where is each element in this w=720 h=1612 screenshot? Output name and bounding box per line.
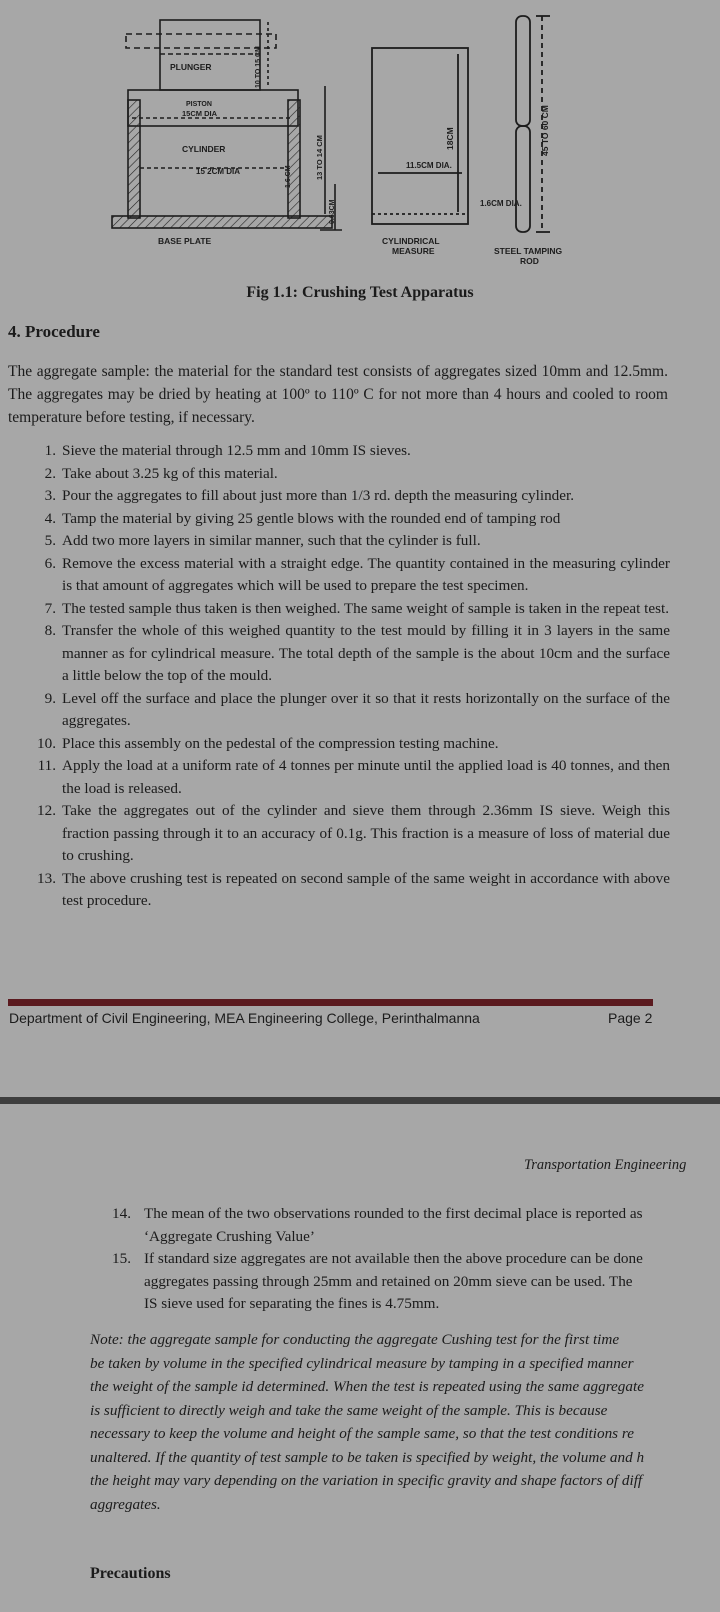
step-number: 10. — [37, 734, 56, 752]
note-line: Note: the aggregate sample for conducting the aggregate Cushing test for the first time — [90, 1331, 620, 1348]
wall-thickness-label: 1.6 CM — [285, 165, 292, 188]
list-item — [8, 800, 670, 868]
list-item — [8, 688, 670, 733]
step-text: Apply the load at a uniform rate of 4 tonnes per minute until the applied load is 40 tonnes, and then the load is released. — [62, 757, 670, 797]
measure-name-line1: CYLINDRICAL — [382, 236, 440, 246]
note-line: the weight of the sample id determined. When the test is repeated using the same aggregate — [90, 1378, 644, 1395]
step-text: Pour the aggregates to fill about just more than 1/3 rd. depth the measuring cylinder. — [62, 487, 575, 504]
step-text: Take the aggregates out of the cylinder and sieve them through 2.36mm IS sieve. Weigh this fraction passing through it to an accuracy of 0.1g. This fraction is a measure of loss of material due to crushing. — [62, 802, 670, 864]
procedure-heading: 4. Procedure — [8, 322, 100, 341]
step-number: 4. — [44, 509, 56, 527]
procedure-steps-list — [8, 440, 670, 913]
step-text: The above crushing test is repeated on second sample of the same weight in accordance with above test procedure. — [62, 869, 670, 909]
list-item — [8, 508, 670, 531]
rod-name-line1: STEEL TAMPING — [494, 246, 563, 256]
piston-label: PISTON — [186, 101, 212, 108]
base-thickness-label: 0.63CM — [329, 199, 336, 224]
step-text: The tested sample thus taken is then weighed. The same weight of sample is taken in the repeat test. — [62, 599, 670, 617]
footer-department: Department of Civil Engineering, MEA Engineering College, Perinthalmanna — [9, 1010, 480, 1026]
footer-page-number: Page 2 — [608, 1010, 653, 1026]
step-text-line: ‘Aggregate Crushing Value’ — [144, 1227, 315, 1245]
step-number: 14. — [112, 1205, 131, 1222]
note-line: unaltered. If the quantity of test sample to be taken is specified by weight, the volume and h — [90, 1448, 645, 1466]
step-text: Place this assembly on the pedestal of the compression testing machine. — [62, 734, 499, 752]
step-number: 13. — [37, 869, 56, 887]
footer-rule — [8, 999, 653, 1006]
step-text: Take about 3.25 kg of this material. — [62, 464, 278, 482]
note-line: is sufficient to directly weigh and take the same weight of the sample. This is because — [90, 1401, 608, 1419]
step-text: Remove the excess material with a straight edge. The quantity contained in the measuring cylinder is that amount of aggregates which will be used to prepare the test specimen. — [62, 554, 670, 594]
step-number: 7. — [44, 599, 56, 617]
step-text: Add two more layers in similar manner, such that the cylinder is full. — [62, 532, 481, 549]
measure-height-label: 18CM — [445, 127, 455, 150]
list-item — [8, 530, 670, 553]
rod-dia-label: 1.6CM DIA. — [480, 199, 522, 208]
procedure-intro: The aggregate sample: the material for the standard test consists of aggregates sized 10mm and 12.5mm. The aggregates may be dried by heating at 100º to 110º C for not more than 4 hours and cooled to room temperature before testing, if necessary. — [8, 363, 668, 426]
base-plate-label: BASE PLATE — [158, 236, 212, 246]
piston-dia-label: 15CM DIA — [182, 109, 218, 118]
cylinder-dia-label: 15 2CM DIA — [196, 167, 241, 176]
list-item — [8, 463, 670, 486]
list-item — [8, 440, 670, 463]
note-line: necessary to keep the volume and height of the sample same, so that the test conditions re — [90, 1425, 634, 1442]
step-number: 9. — [44, 689, 56, 707]
step-text: Sieve the material through 12.5 mm and 10mm IS sieves. — [62, 442, 411, 459]
measure-dia-label: 11.5CM DIA. — [406, 161, 452, 170]
crushing-test-apparatus-figure — [110, 8, 610, 276]
rod-length-label: 45 TO 60 CM — [540, 105, 550, 156]
plunger-dim-label: 10 TO 15 CM — [255, 46, 262, 88]
step-text: Transfer the whole of this weighed quantity to the test mould by filling it in 3 layers in the same manner as for cylindrical measure. The total depth of the sample is the about 10cm and the surface a little below the top of the mould. — [62, 622, 670, 684]
step-number: 1. — [44, 442, 56, 459]
list-item — [8, 553, 670, 598]
step-text: Tamp the material by giving 25 gentle blows with the rounded end of tamping rod — [62, 509, 561, 527]
list-item — [8, 755, 670, 800]
step-text-line: The mean of the two observations rounded to the first decimal place is reported as — [144, 1205, 643, 1222]
page-2 — [0, 1104, 720, 1612]
step-text: Level off the surface and place the plunger over it so that it rests horizontally on the surface of the aggregates. — [62, 689, 670, 729]
rod-name-line2: ROD — [520, 256, 539, 266]
cylinder-label: CYLINDER — [182, 144, 226, 154]
note-line: the height may vary depending on the variation in specific gravity and shape factors of diff — [90, 1472, 643, 1489]
figure-caption: Fig 1.1: Crushing Test Apparatus — [246, 284, 474, 301]
measure-name-line2: MEASURE — [392, 246, 435, 256]
step-text-line: IS sieve used for separating the fines is 4.75mm. — [144, 1295, 440, 1312]
page-divider — [0, 1097, 720, 1104]
crushing-mould-drawing — [112, 20, 342, 230]
list-item — [8, 620, 670, 688]
step-number: 3. — [44, 487, 56, 504]
note-line: aggregates. — [90, 1495, 161, 1513]
step-number: 11. — [37, 757, 56, 774]
cylinder-height-label: 13 TO 14 CM — [315, 135, 324, 180]
note-line: be taken by volume in the specified cylindrical measure by tamping in a specified manner — [90, 1354, 634, 1372]
note-paragraph — [90, 1328, 720, 1516]
list-item — [8, 868, 670, 913]
step-number: 8. — [44, 622, 56, 639]
step-text-line: aggregates passing through 25mm and retained on 20mm sieve can be used. The — [144, 1272, 633, 1290]
list-item — [8, 485, 670, 508]
step-number: 5. — [44, 532, 56, 549]
step-text-line: If standard size aggregates are not available then the above procedure can be done — [144, 1250, 643, 1267]
step-number: 2. — [44, 464, 56, 482]
page-header: Transportation Engineering — [524, 1157, 687, 1173]
step-number: 12. — [37, 802, 56, 819]
precautions-heading: Precautions — [90, 1565, 171, 1582]
list-item — [8, 733, 670, 756]
procedure-steps-continued — [110, 1203, 720, 1316]
list-item — [110, 1248, 720, 1316]
plunger-label: PLUNGER — [170, 62, 212, 72]
list-item — [110, 1203, 720, 1248]
list-item — [8, 598, 670, 621]
step-number: 15. — [112, 1250, 131, 1267]
step-number: 6. — [44, 554, 56, 572]
